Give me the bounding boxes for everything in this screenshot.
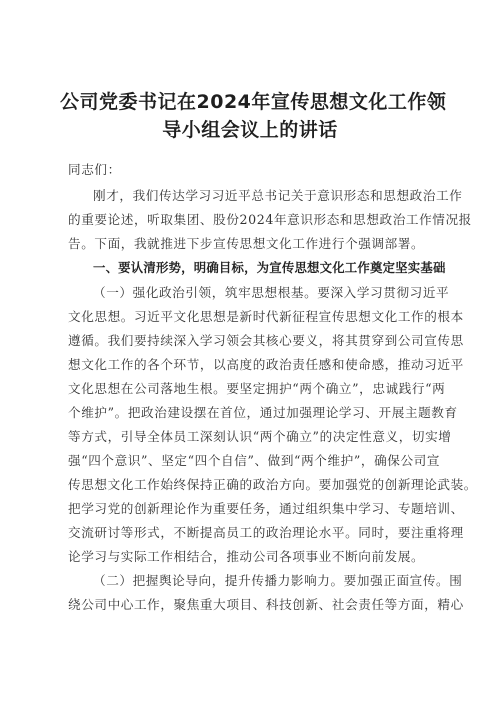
paragraph-line: （二）把握舆论导向，提升传播力影响力。要加强正面宣传。围 xyxy=(93,573,463,588)
paragraph-line: 个维护”。把政治建设摆在首位，通过加强理论学习、开展主题教育 xyxy=(68,405,458,420)
paragraph-line: 强“四个意识”、坚定“四个自信”、做到“两个维护”，确保公司宣 xyxy=(68,453,441,468)
intro-line: 的重要论述，听取集团、股份2024年意识形态和思想政治工作情况报 xyxy=(68,212,472,227)
section-heading: 一、要认清形势，明确目标，为宣传思想文化工作奠定坚实基础 xyxy=(93,260,446,275)
paragraph-line: 遵循。我们要持续深入学习领会其核心要义，将其贯穿到公司宣传思 xyxy=(68,333,464,348)
paragraph-line: 想文化工作的各个环节，以高度的政治责任感和使命感，推动习近平 xyxy=(68,357,464,372)
paragraph-line: 论学习与实际工作相结合，推动公司各项事业不断向前发展。 xyxy=(68,549,425,564)
paragraph-line: 交流研讨等形式，不断提高员工的政治理论水平。同时，要注重将理 xyxy=(68,525,464,540)
paragraph-line: 文化思想在公司落地生根。要坚定拥护“两个确立”，忠诚践行“两 xyxy=(68,381,446,396)
salutation: 同志们： xyxy=(68,162,121,177)
paragraph-line: 传思想文化工作始终保持正确的政治方向。要加强党的创新理论武装。 xyxy=(68,477,478,492)
paragraph-line: 文化思想。习近平文化思想是新时代新征程宣传思想文化工作的根本 xyxy=(68,309,464,324)
paragraph-line: （一）强化政治引领，筑牢思想根基。要深入学习贯彻习近平 xyxy=(93,285,450,300)
paragraph-line: 绕公司中心工作，聚焦重大项目、科技创新、社会责任等方面，精心 xyxy=(68,597,464,612)
intro-line: 告。下面，我就推进下步宣传思想文化工作进行个强调部署。 xyxy=(68,236,425,251)
paragraph-line: 等方式，引导全体员工深刻认识“两个确立”的决定性意义，切实增 xyxy=(68,429,452,444)
document-title-line-1: 公司党委书记在2024年宣传思想文化工作领 xyxy=(60,91,447,113)
paragraph-line: 把学习党的创新理论作为重要任务，通过组织集中学习、专题培训、 xyxy=(68,501,464,516)
document-title-line-2: 导小组会议上的讲话 xyxy=(162,119,338,141)
intro-line: 刚才，我们传达学习习近平总书记关于意识形态和思想政治工作 xyxy=(93,188,463,203)
